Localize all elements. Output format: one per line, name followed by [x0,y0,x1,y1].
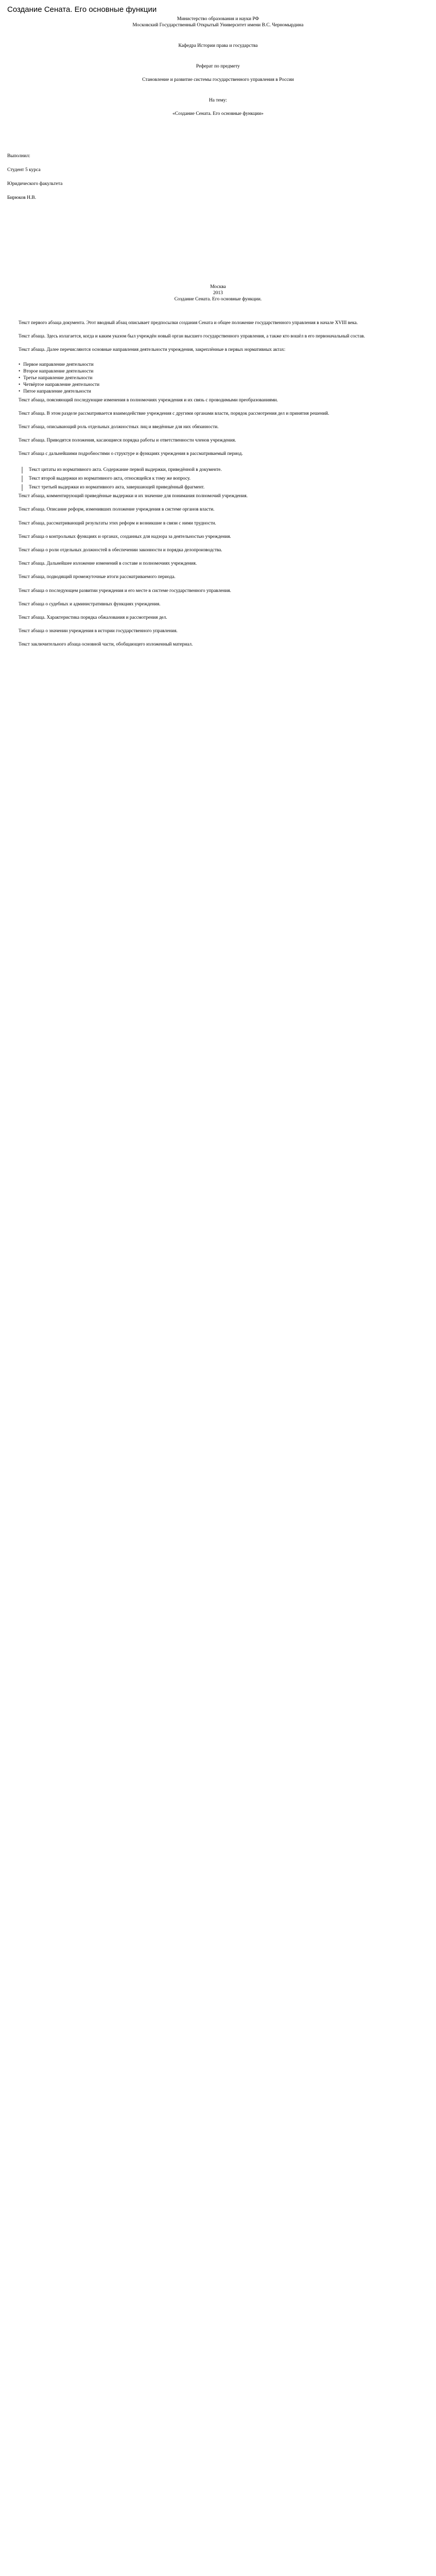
bullet-list-item: • Четвёртое направление деятельности [19,382,429,388]
body-paragraph: Текст абзаца. Характеристика порядка обжалования и рассмотрения дел. [19,615,167,621]
body-paragraph: Текст абзаца о роли отдельных должностей в обеспечении законности и порядка делопроизводства. [19,548,222,553]
body-paragraph: Текст абзаца о контрольных функциях и органах, созданных для надзора за деятельностью учреждения. [19,534,231,539]
year-line: 2013 [213,291,223,296]
topic-label: На тему: [208,98,228,103]
document-body [7,320,429,655]
department-line: Кафедра Истории права и государства [178,43,258,48]
body-paragraph: Текст абзаца, рассматривающий результаты этих реформ и возникшие в связи с ними трудности. [19,520,216,526]
student-course-line: Студент 5 курса [7,167,41,173]
body-paragraph: Текст абзаца о судебных и административных функциях учреждения. [19,601,161,607]
body-paragraph: Текст абзаца, подводящий промежуточные итоги рассматриваемого периода. [19,574,176,580]
body-paragraph: Текст заключительного абзаца основной части, обобщающего изложенный материал. [19,642,193,648]
document-title: Создание Сената. Его основные функции [7,5,157,14]
quote-block: Текст цитаты из нормативного акта. Содержание первой выдержки, приведённой в документе. [22,467,429,473]
work-type-line: Реферат по предмету [196,64,240,69]
faculty-line: Юридического факультета [7,181,63,187]
title-page [7,16,429,302]
bullet-list-item: • Первое направление деятельности [19,362,429,368]
performed-label: Выполнил: [7,154,30,159]
bullet-list-item: • Третье направление деятельности [19,375,429,382]
body-paragraph: Текст абзаца. Далее перечисляются основные направления деятельности учреждения, закреплённые в первых нормативных актах: [19,347,286,353]
bullet-list [19,362,429,395]
ministry-line: Министерство образования и науки РФ [177,16,259,22]
body-paragraph: Текст абзаца. Дальнейшее изложение изменений в составе и полномочиях учреждения. [19,561,197,567]
body-paragraph: Текст абзаца. Описание реформ, изменивших положение учреждения в системе органов власти. [19,507,215,513]
quote-block: Текст третьей выдержки из нормативного акта, завершающей приведённый фрагмент. [22,484,429,491]
body-paragraph: Текст абзаца. Приводятся положения, касающиеся порядка работы и ответственности членов учреждения. [19,438,236,444]
body-paragraph: Текст абзаца о последующем развитии учреждения и его месте в системе государственного управления. [19,588,231,594]
body-paragraph: Текст абзаца. В этом разделе рассматривается взаимодействие учреждения с другими органами власти, порядок рассмотрения дел и принятия решений. [19,411,329,416]
body-paragraph: Текст абзаца, поясняющий последующие изменения в полномочиях учреждения и их связь с проводимыми преобразованиями. [19,397,278,403]
body-paragraph: Текст абзаца, описывающий роль отдельных должностных лиц и введённые для них обязанности. [19,425,219,430]
bullet-list-item: • Второе направление деятельности [19,368,429,375]
student-name: Бирюков Н.В. [7,195,37,200]
body-paragraph: Текст первого абзаца документа. Этот вводный абзац описывает предпосылки создания Сената и общее положение государственного управления в начале XVIII века. [19,320,358,326]
body-paragraph: Текст абзаца. Здесь излагается, когда и каким указом был учреждён новый орган высшего государственного управления, а также кто вошёл в его первоначальный состав. [19,334,365,340]
bullet-list-item: • Пятое направление деятельности [19,388,429,395]
body-paragraph: Текст абзаца о значении учреждения в истории государственного управления. [19,629,178,634]
body-paragraph: Текст абзаца с дальнейшими подробностями о структуре и функциях учреждения в рассматриваемый период. [19,451,243,457]
running-title: Создание Сената. Его основные функции. [174,297,262,302]
subject-line: Становление и развитие системы государственного управления в России [142,77,294,82]
city-line: Москва [210,284,226,290]
university-line: Московский Государственный Открытый Университет имени В.С. Черномырдина [132,23,304,28]
topic-line: «Создание Сената. Его основные функции» [172,111,264,116]
body-paragraph: Текст абзаца, комментирующий приведённые выдержки и их значение для понимания полномочий учреждения. [19,494,248,499]
quote-block: Текст второй выдержки из нормативного акта, относящейся к тому же вопросу. [22,476,429,482]
